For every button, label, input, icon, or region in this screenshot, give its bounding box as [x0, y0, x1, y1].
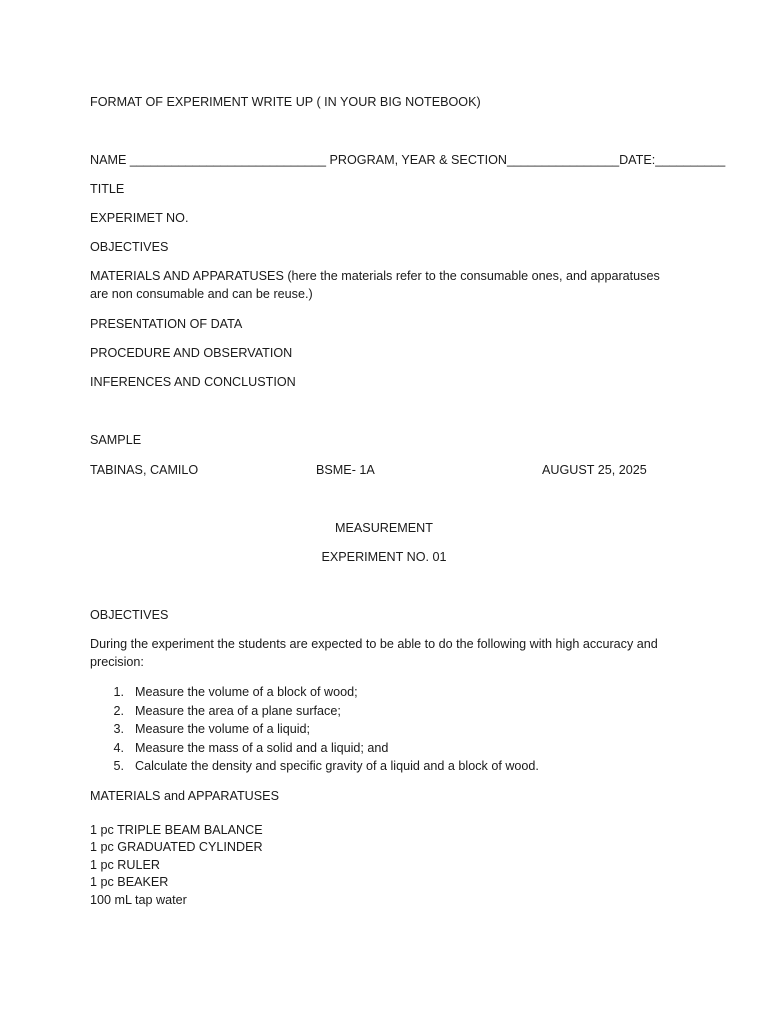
- sample-experiment-no: EXPERIMENT NO. 01: [321, 550, 447, 564]
- list-item-number: 3.: [113, 722, 124, 736]
- format-section-materials: MATERIALS AND APPARATUSES (here the materials refer to the consumable ones, and apparatuses are non consumable and can be reuse.): [90, 269, 660, 301]
- material-item: 100 mL tap water: [90, 892, 187, 907]
- list-item-number: 5.: [113, 759, 124, 773]
- list-item-text: Measure the area of a plane surface;: [135, 703, 341, 718]
- format-section-title: TITLE: [90, 182, 125, 196]
- list-item-number: 4.: [113, 740, 124, 755]
- list-item: [90, 720, 311, 739]
- sample-experiment-title: MEASUREMENT: [335, 521, 433, 535]
- list-item-number: 1.: [113, 685, 124, 699]
- sample-objectives-heading: OBJECTIVES: [90, 608, 169, 622]
- list-item-text: Measure the mass of a solid and a liquid; and: [135, 740, 389, 755]
- list-item-text: Measure the volume of a liquid;: [135, 722, 311, 736]
- list-item-text: Calculate the density and specific gravity of a liquid and a block of wood.: [135, 759, 539, 773]
- sample-objectives-intro: During the experiment the students are expected to be able to do the following with high accuracy and precision:: [90, 637, 658, 669]
- list-item: [90, 757, 539, 776]
- material-item: 1 pc BEAKER: [90, 875, 169, 890]
- format-section-objectives: OBJECTIVES: [90, 240, 169, 254]
- format-section-inferences: INFERENCES AND CONCLUSTION: [90, 375, 296, 389]
- document-title: FORMAT OF EXPERIMENT WRITE UP ( IN YOUR BIG NOTEBOOK): [90, 95, 481, 109]
- objectives-list: [90, 683, 539, 776]
- sample-date: AUGUST 25, 2025: [542, 463, 647, 477]
- sample-student-name: TABINAS, CAMILO: [90, 463, 199, 477]
- list-item: [90, 739, 389, 758]
- format-section-procedure: PROCEDURE AND OBSERVATION: [90, 346, 293, 360]
- list-item: [90, 702, 341, 721]
- list-item-text: Measure the volume of a block of wood;: [135, 685, 358, 699]
- list-item-number: 2.: [113, 703, 124, 718]
- format-section-experiment-no: EXPERIMET NO.: [90, 211, 189, 225]
- sample-label: SAMPLE: [90, 433, 142, 447]
- sample-materials-heading: MATERIALS and APPARATUSES: [90, 789, 279, 803]
- material-item: 1 pc RULER: [90, 857, 160, 872]
- format-section-presentation: PRESENTATION OF DATA: [90, 317, 243, 331]
- list-item: [90, 683, 358, 702]
- materials-list: [90, 822, 263, 909]
- material-item: 1 pc TRIPLE BEAM BALANCE: [90, 823, 263, 837]
- name-program-date-line: NAME ____________________________ PROGRAM, YEAR & SECTION________________DATE:__________: [90, 153, 726, 167]
- material-item: 1 pc GRADUATED CYLINDER: [90, 840, 263, 855]
- sample-program: BSME- 1A: [316, 463, 375, 477]
